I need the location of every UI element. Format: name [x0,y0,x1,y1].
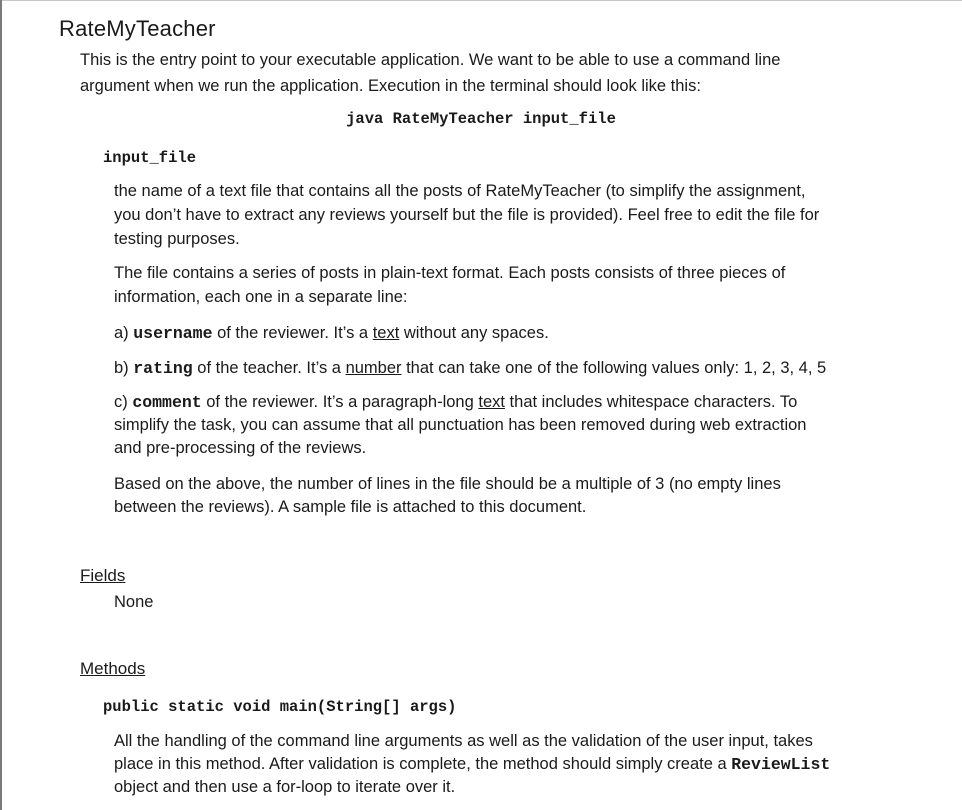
item-c-line-2: simplify the task, you can assume that all punctuation has been removed during web extraction [114,416,807,434]
item-comment [114,391,906,460]
item-a-mid: of the reviewer. It’s a [212,324,373,342]
item-a-type: text [372,324,400,342]
item-b-code: rating [133,359,193,378]
method-desc-line-2 [114,753,906,776]
method-description [114,730,906,799]
item-b-type: number [345,359,402,377]
item-b-mid: of the teacher. It’s a [192,359,346,377]
section-title: RateMyTeacher [59,16,216,41]
based-line-1: Based on the above, the number of lines in the file should be a multiple of 3 (no empty lines [114,475,781,493]
item-c-suffix: that includes whitespace characters. To [504,393,798,411]
intro-line-2: argument when we run the application. Execution in the terminal should look like this: [80,77,701,95]
based-paragraph [114,473,906,519]
item-c-code: comment [132,393,202,412]
format-description [114,261,906,309]
page-top-border [0,0,962,1]
item-a-code: username [133,324,213,343]
item-a-prefix: a) [114,324,134,342]
item-c-line-1 [114,391,906,414]
param-desc-line-2: you don’t have to extract any reviews yourself but the file is provided). Feel free to edit the file for [114,206,820,224]
command-example: java RateMyTeacher input_file [346,110,616,128]
item-a-suffix: without any spaces. [399,324,549,342]
format-line-2: information, each one in a separate line: [114,288,408,306]
item-b-prefix: b) [114,359,134,377]
fields-heading: Fields [80,566,126,585]
method-desc-line-3: object and then use a for-loop to iterate over it. [114,778,456,796]
method-signature: public static void main(String[] args) [103,698,457,716]
item-username [114,320,906,347]
item-c-type: text [478,393,505,411]
methods-heading: Methods [80,659,146,678]
method-desc-line-2-text: place in this method. After validation is complete, the method should simply create a [114,755,732,773]
intro-paragraph [80,47,906,99]
item-rating [114,355,906,382]
format-line-1: The file contains a series of posts in plain-text format. Each posts consists of three pieces of [114,264,786,282]
item-c-mid: of the reviewer. It’s a paragraph-long [201,393,479,411]
based-line-2: between the reviews). A sample file is attached to this document. [114,498,587,516]
item-b-suffix: that can take one of the following values only: 1, 2, 3, 4, 5 [401,359,827,377]
item-c-line-3: and pre-processing of the reviews. [114,439,367,457]
param-name: input_file [103,149,197,167]
param-description [114,179,906,251]
intro-line-1: This is the entry point to your executable application. We want to be able to use a command line [80,51,781,69]
param-desc-line-3: testing purposes. [114,230,240,248]
fields-value: None [114,593,154,611]
method-desc-line-1: All the handling of the command line arguments as well as the validation of the user input, takes [114,732,813,750]
item-c-prefix: c) [114,393,133,411]
param-desc-line-1: the name of a text file that contains all the posts of RateMyTeacher (to simplify the assignment, [114,182,806,200]
method-desc-class-name: ReviewList [731,755,831,774]
